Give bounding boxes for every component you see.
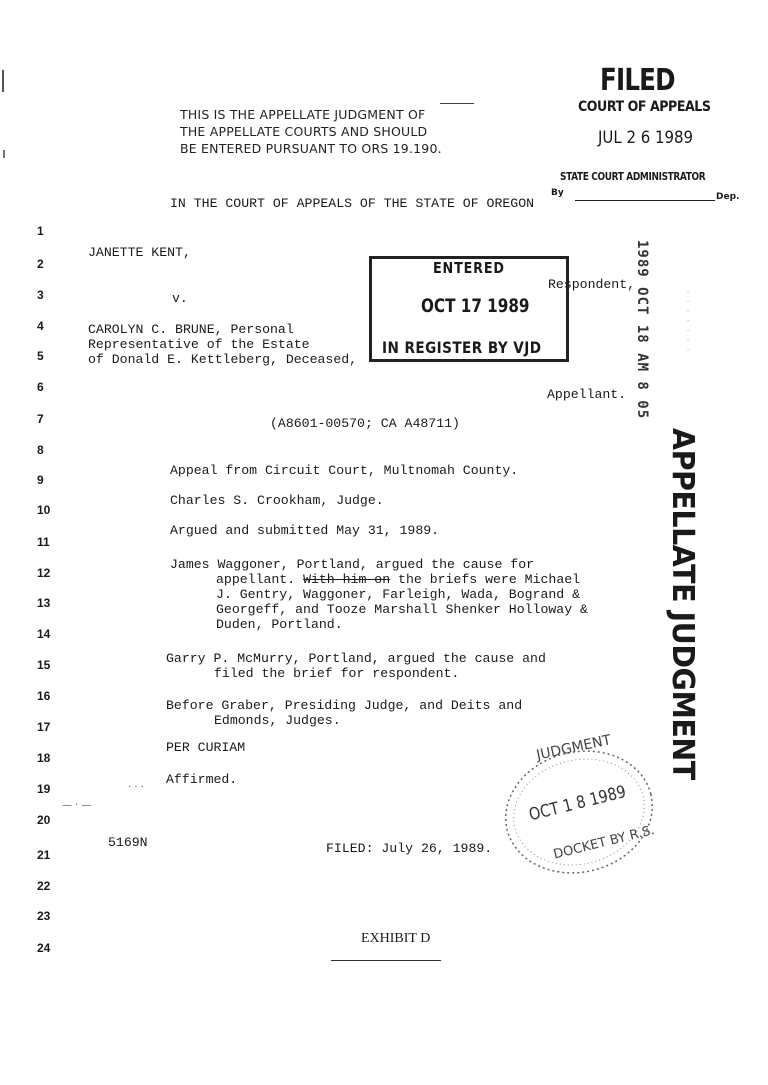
court-heading: IN THE COURT OF APPEALS OF THE STATE OF OREGON	[170, 196, 535, 211]
faint-vertical-stamp: · · · · · · ·	[682, 290, 692, 354]
line-number: 4	[37, 319, 44, 333]
line-number: 16	[37, 689, 51, 703]
stray-mark: — · —	[62, 800, 92, 811]
respondent-name: JANETTE KENT,	[88, 245, 191, 260]
case-numbers: (A8601-00570; CA A48711)	[270, 416, 460, 431]
line-number: 1	[37, 224, 44, 238]
appellant-counsel-line: James Waggoner, Portland, argued the cause for	[170, 557, 535, 572]
appellant-counsel-line: J. Gentry, Waggoner, Farleigh, Wada, Bogrand &	[216, 587, 581, 602]
notice-line: BE ENTERED PURSUANT TO ORS 19.190.	[180, 141, 442, 156]
appellant-counsel-line	[216, 572, 580, 587]
entered-stamp-date: OCT 17 1989	[421, 295, 530, 317]
respondent-role: Respondent,	[548, 277, 636, 292]
appellant-counsel-line: Georgeff, and Tooze Marshall Shenker Holloway &	[216, 602, 588, 617]
per-curiam: PER CURIAM	[166, 740, 246, 755]
appellant-counsel-line: Duden, Portland.	[216, 617, 343, 632]
respondent-counsel-line: Garry P. McMurry, Portland, argued the cause and	[166, 651, 546, 666]
line-number: 10	[37, 503, 51, 517]
appeal-from: Appeal from Circuit Court, Multnomah County.	[170, 463, 519, 478]
appellant-line: of Donald E. Kettleberg, Deceased,	[88, 352, 358, 367]
opinion-number: 5169N	[108, 835, 148, 850]
line-number: 21	[37, 848, 51, 862]
line-number: 9	[37, 473, 44, 487]
appellant-line: Representative of the Estate	[88, 337, 310, 352]
line-number: 5	[37, 349, 44, 363]
filed-stamp-by: By	[551, 188, 564, 198]
line-number: 22	[37, 879, 51, 893]
entered-stamp-register: IN REGISTER BY VJD	[382, 338, 542, 357]
filed-stamp-deputy: Dep.	[716, 192, 740, 202]
notice-line: THE APPELLATE COURTS AND SHOULD	[180, 124, 428, 139]
before-panel-line: Edmonds, Judges.	[214, 713, 341, 728]
appellant-role: Appellant.	[547, 387, 627, 402]
respondent-counsel-line: filed the brief for respondent.	[214, 666, 460, 681]
stray-mark: · · ·	[128, 782, 144, 793]
before-panel-line: Before Graber, Presiding Judge, and Deits and	[166, 698, 523, 713]
line-number: 13	[37, 596, 51, 610]
state-court-administrator: STATE COURT ADMINISTRATOR	[560, 171, 706, 183]
scan-mark	[3, 150, 5, 158]
line-number: 11	[37, 535, 50, 549]
line-number: 12	[37, 566, 51, 580]
filed-stamp-date: JUL 2 6 1989	[598, 128, 694, 148]
appellant-line: CAROLYN C. BRUNE, Personal	[88, 322, 294, 337]
line-number: 19	[37, 782, 51, 796]
line-number: 17	[37, 720, 51, 734]
appellate-notice	[180, 106, 442, 157]
line-number: 23	[37, 909, 51, 923]
filed-date-line: FILED: July 26, 1989.	[326, 841, 493, 856]
appellant-counsel-start: appellant.	[216, 572, 296, 587]
argued-submitted: Argued and submitted May 31, 1989.	[170, 523, 440, 538]
scan-mark	[2, 70, 4, 92]
filed-stamp-title: FILED	[600, 63, 675, 98]
exhibit-underline	[331, 960, 441, 961]
judgment-stamp-docket: DOCKET BY R.S.	[552, 822, 657, 863]
filed-stamp-court: COURT OF APPEALS	[578, 99, 711, 115]
line-number: 3	[37, 288, 44, 302]
line-number: 18	[37, 751, 51, 765]
notice-line: THIS IS THE APPELLATE JUDGMENT OF	[180, 107, 426, 122]
appellant-counsel-end: the briefs were Michael	[398, 572, 581, 587]
line-number: 14	[37, 627, 51, 641]
signature-line	[575, 200, 715, 201]
judgment-stamp-date: OCT 1 8 1989	[527, 781, 629, 826]
versus: v.	[172, 291, 188, 306]
line-number: 15	[37, 658, 51, 672]
line-number: 7	[37, 412, 44, 426]
line-number: 6	[37, 380, 44, 394]
line-number: 2	[37, 257, 44, 271]
appellate-judgment-stamp: APPELLATE JUDGMENT	[665, 428, 700, 780]
entered-stamp-title: ENTERED	[433, 259, 505, 277]
judgment-stamp-top: JUDGMENT	[535, 732, 613, 764]
notice-overline	[440, 103, 474, 104]
trial-judge: Charles S. Crookham, Judge.	[170, 493, 384, 508]
line-number: 24	[37, 941, 51, 955]
line-number: 8	[37, 443, 44, 457]
vertical-date-stamp: 1989 OCT 18 AM 8 05	[634, 240, 650, 420]
affirmed: Affirmed.	[166, 772, 238, 787]
struck-text: With him on	[303, 572, 391, 587]
exhibit-label: EXHIBIT D	[361, 931, 431, 946]
line-number: 20	[37, 813, 51, 827]
